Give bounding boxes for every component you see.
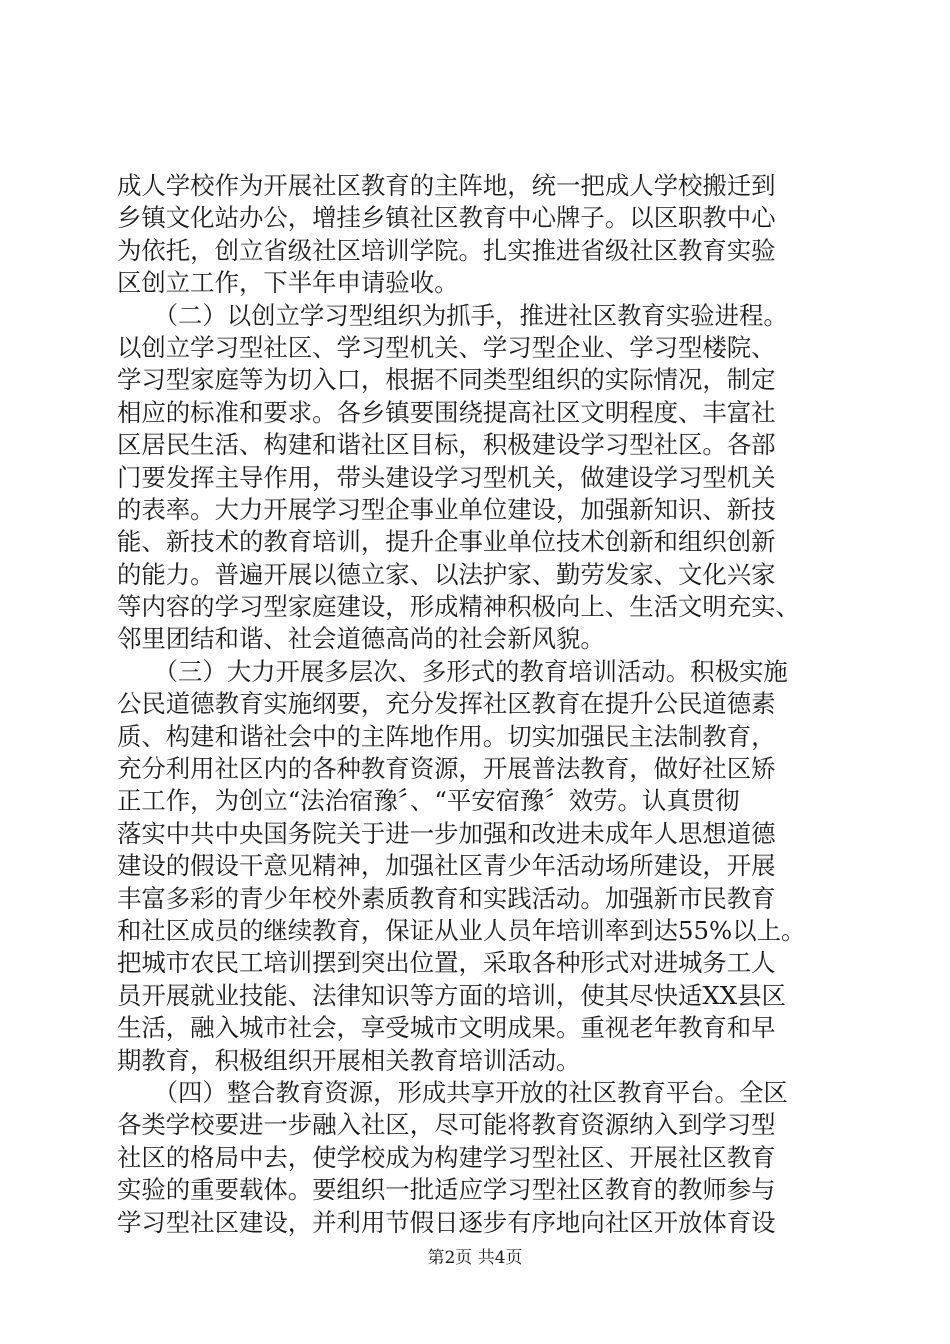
text-line: 实验的重要载体。要组织一批适应学习型社区教育的教师参与	[117, 1175, 776, 1205]
text-line: 生活，融入城市社会，享受城市文明成果。重视老年教育和早	[117, 1013, 776, 1043]
text-line: 邻里团结和谐、社会道德高尚的社会新风貌。	[117, 624, 605, 654]
text-line: （四）整合教育资源，形成共享开放的社区教育平台。全区	[117, 1077, 788, 1107]
text-line: 学习型社区建设，并利用节假日逐步有序地向社区开放体育设	[117, 1207, 776, 1237]
text-line: 质、构建和谐社会中的主阵地作用。切实加强民主法制教育，	[117, 721, 776, 751]
text-line: 等内容的学习型家庭建设，形成精神积极向上、生活文明充实、	[117, 592, 800, 622]
text-line: 丰富多彩的青少年校外素质教育和实践活动。加强新市民教育	[117, 883, 776, 913]
text-line: 乡镇文化站办公，增挂乡镇社区教育中心牌子。以区职教中心	[117, 203, 776, 233]
text-line: （三）大力开展多层次、多形式的教育培训活动。积极实施	[117, 656, 788, 686]
page-footer: 第2页 共4页	[427, 1248, 523, 1268]
text-line: 各类学校要进一步融入社区，尽可能将教育资源纳入到学习型	[117, 1110, 776, 1140]
text-line: 员开展就业技能、法律知识等方面的培训，使其尽快适XX县区	[117, 980, 786, 1010]
text-line: 学习型家庭等为切入口，根据不同类型组织的实际情况，制定	[117, 365, 776, 395]
text-line: 的表率。大力开展学习型企事业单位建设，加强新知识、新技	[117, 494, 776, 524]
text-line: 社区的格局中去，使学校成为构建学习型社区、开展社区教育	[117, 1142, 776, 1172]
text-line: 门要发挥主导作用，带头建设学习型机关，做建设学习型机关	[117, 462, 776, 492]
text-line: 能、新技术的教育培训，提升企事业单位技术创新和组织创新	[117, 527, 776, 557]
text-line: （二）以创立学习型组织为抓手，推进社区教育实验进程。	[117, 300, 788, 330]
text-line: 建设的假设干意见精神，加强社区青少年活动场所建设，开展	[117, 851, 776, 881]
text-line: 的能力。普遍开展以德立家、以法护家、勤劳发家、文化兴家	[117, 559, 776, 589]
text-line: 公民道德教育实施纲要，充分发挥社区教育在提升公民道德素	[117, 689, 776, 719]
text-line: 成人学校作为开展社区教育的主阵地，统一把成人学校搬迁到	[117, 171, 776, 200]
text-line: 和社区成员的继续教育，保证从业人员年培训率到达55%以上。	[117, 915, 806, 945]
text-line: 期教育，积极组织开展相关教育培训活动。	[117, 1045, 581, 1075]
text-line: 落实中共中央国务院关于进一步加强和改进未成年人思想道德	[117, 818, 776, 848]
text-line: 区居民生活、构建和谐社区目标，积极建设学习型社区。各部	[117, 430, 776, 460]
text-line: 把城市农民工培训摆到突出位置，采取各种形式对进城务工人	[117, 948, 776, 978]
text-line: 区创立工作，下半年申请验收。	[117, 268, 459, 298]
text-line: 以创立学习型社区、学习型机关、学习型企业、学习型楼院、	[117, 332, 776, 362]
document-body	[117, 170, 833, 1239]
text-line: 相应的标准和要求。各乡镇要围绕提高社区文明程度、丰富社	[117, 397, 776, 427]
text-line: 充分利用社区内的各种教育资源，开展普法教育，做好社区矫	[117, 754, 776, 784]
text-line: 为依托，创立省级社区培训学院。扎实推进省级社区教育实验	[117, 235, 776, 265]
text-line: 正工作，为创立“法治宿豫〞、“平安宿豫〞效劳。认真贯彻	[117, 786, 740, 816]
